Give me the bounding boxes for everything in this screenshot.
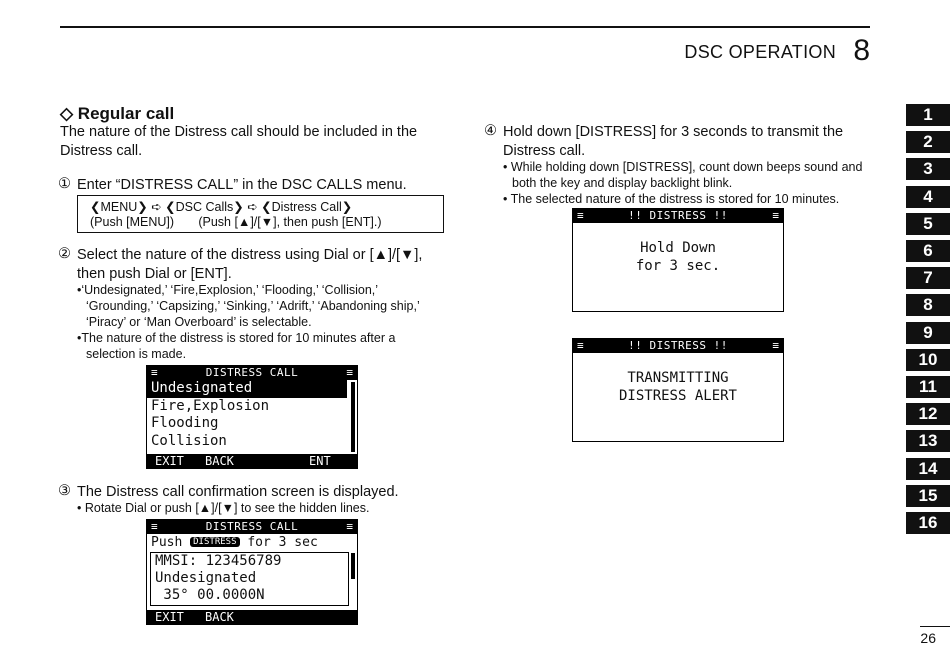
chapter-tab-6[interactable]: 6 xyxy=(906,240,950,262)
step-1-text: Enter “DISTRESS CALL” in the DSC CALLS menu. xyxy=(77,177,407,193)
distress-call-menu-screen xyxy=(146,365,358,469)
chapter-tab-11[interactable]: 11 xyxy=(906,376,950,398)
exit-softkey[interactable]: EXIT xyxy=(155,454,184,468)
step-2-bullets xyxy=(77,282,445,362)
section-heading: ◇ Regular call xyxy=(60,104,175,123)
distress-confirm-screen xyxy=(146,519,358,625)
mmsi-line: MMSI: 123456789 xyxy=(155,552,282,569)
menu-icon: ≡ xyxy=(346,366,353,379)
screen-title-bar xyxy=(147,520,357,534)
list-item[interactable]: Fire,Explosion xyxy=(151,397,270,414)
chapter-tab-15[interactable]: 15 xyxy=(906,485,950,507)
detail-box xyxy=(150,552,349,606)
softkey-bar xyxy=(147,454,357,468)
menu-path-box xyxy=(77,195,444,233)
screen-title-bar xyxy=(147,366,357,380)
screen-title: DISTRESS CALL xyxy=(205,366,299,379)
chapter-tab-14[interactable]: 14 xyxy=(906,458,950,480)
chapter-tab-1[interactable]: 1 xyxy=(906,104,950,126)
list-item: •‘Undesignated,’ ‘Fire,Explosion,’ ‘Flooding,’ ‘Collision,’ ‘Grounding,’ ‘Capsizing,’ ‘Sinking,’ ‘Adrift,’ ‘Abandoning ship,’ ‘Piracy’ or ‘Man Overboard’ is selectable. xyxy=(77,283,420,329)
list-item[interactable]: Undesignated xyxy=(147,380,347,398)
hold-down-screen xyxy=(572,208,784,312)
page-number-rule xyxy=(920,626,950,627)
back-softkey[interactable]: BACK xyxy=(205,610,234,624)
section-title: DSC OPERATION xyxy=(684,42,836,62)
list-item: • The selected nature of the distress is stored for 10 minutes. xyxy=(503,192,840,206)
menu-icon: ≡ xyxy=(346,520,353,533)
step-2-marker: ② xyxy=(58,246,71,262)
step-1-marker: ① xyxy=(58,176,71,192)
scrollbar[interactable] xyxy=(351,382,355,452)
screen-title-bar xyxy=(573,209,783,223)
screen-title: !! DISTRESS !! xyxy=(628,209,728,222)
step-4-bullets xyxy=(503,159,870,207)
page-number: 26 xyxy=(920,630,936,646)
distress-key-icon: DISTRESS xyxy=(190,537,239,547)
message-line: Hold Down xyxy=(640,240,716,256)
scrollbar[interactable] xyxy=(351,553,355,579)
chapter-tab-9[interactable]: 9 xyxy=(906,322,950,344)
menu-icon: ≡ xyxy=(151,366,158,379)
list-item: • While holding down [DISTRESS], count down beeps sound and both the key and display backlight blink. xyxy=(503,160,863,190)
list-item[interactable]: Flooding xyxy=(151,415,219,431)
intro-text: The nature of the Distress call should be included in the Distress call. xyxy=(60,124,418,159)
position-line: 35° 00.0000N xyxy=(155,586,265,603)
transmitting-screen xyxy=(572,338,784,442)
chapter-tab-13[interactable]: 13 xyxy=(906,430,950,452)
softkey-bar xyxy=(147,610,357,624)
chapter-tab-2[interactable]: 2 xyxy=(906,131,950,153)
push-prefix: Push xyxy=(151,535,183,550)
menu-icon: ≡ xyxy=(577,339,584,352)
chapter-tab-12[interactable]: 12 xyxy=(906,403,950,425)
screen-message xyxy=(573,369,783,405)
menu-icon: ≡ xyxy=(151,520,158,533)
step-2-text: Select the nature of the distress using Dial or [▲]/[▼], then push Dial or [ENT]. xyxy=(77,247,423,282)
list-item: • Rotate Dial or push [▲]/[▼] to see the hidden lines. xyxy=(77,501,370,515)
chapter-tab-7[interactable]: 7 xyxy=(906,267,950,289)
push-suffix: for 3 sec xyxy=(247,535,318,550)
step-4-text: Hold down [DISTRESS] for 3 seconds to transmit the Distress call. xyxy=(503,124,844,159)
menu-icon: ≡ xyxy=(577,209,584,222)
back-softkey[interactable]: BACK xyxy=(205,454,234,468)
chapter-tab-3[interactable]: 3 xyxy=(906,158,950,180)
list-item: •The nature of the distress is stored for 10 minutes after a selection is made. xyxy=(77,331,396,361)
nature-line: Undesignated xyxy=(155,569,257,586)
message-line: for 3 sec. xyxy=(635,258,721,274)
chapter-tab-8[interactable]: 8 xyxy=(906,294,950,316)
ent-softkey[interactable]: ENT xyxy=(309,454,331,468)
menu-icon: ≡ xyxy=(772,339,779,352)
chapter-tab-5[interactable]: 5 xyxy=(906,213,950,235)
chapter-tab-16[interactable]: 16 xyxy=(906,512,950,534)
message-line: DISTRESS ALERT xyxy=(618,388,737,404)
exit-softkey[interactable]: EXIT xyxy=(155,610,184,624)
chapter-tab-4[interactable]: 4 xyxy=(906,186,950,208)
push-instruction xyxy=(147,534,357,552)
menu-icon: ≡ xyxy=(772,209,779,222)
step-3-marker: ③ xyxy=(58,483,71,499)
screen-title-bar xyxy=(573,339,783,353)
screen-title: DISTRESS CALL xyxy=(205,520,299,533)
chapter-tab-10[interactable]: 10 xyxy=(906,349,950,371)
menu-path: ❮MENU❯ ➪ ❮DSC Calls❯ ➪ ❮Distress Call❯ xyxy=(90,200,353,214)
chapter-number: 8 xyxy=(853,34,870,67)
list-item[interactable]: Collision xyxy=(151,432,227,449)
header-rule xyxy=(60,26,870,28)
screen-title: !! DISTRESS !! xyxy=(628,339,728,352)
step-4-marker: ④ xyxy=(484,123,497,139)
screen-message xyxy=(573,239,783,275)
step-3-text: The Distress call confirmation screen is displayed. xyxy=(77,484,399,500)
step-3-bullets xyxy=(77,500,445,516)
menu-path-help: (Push [MENU]) (Push [▲]/[▼], then push [ENT].) xyxy=(90,215,382,229)
message-line: TRANSMITTING xyxy=(627,370,729,386)
